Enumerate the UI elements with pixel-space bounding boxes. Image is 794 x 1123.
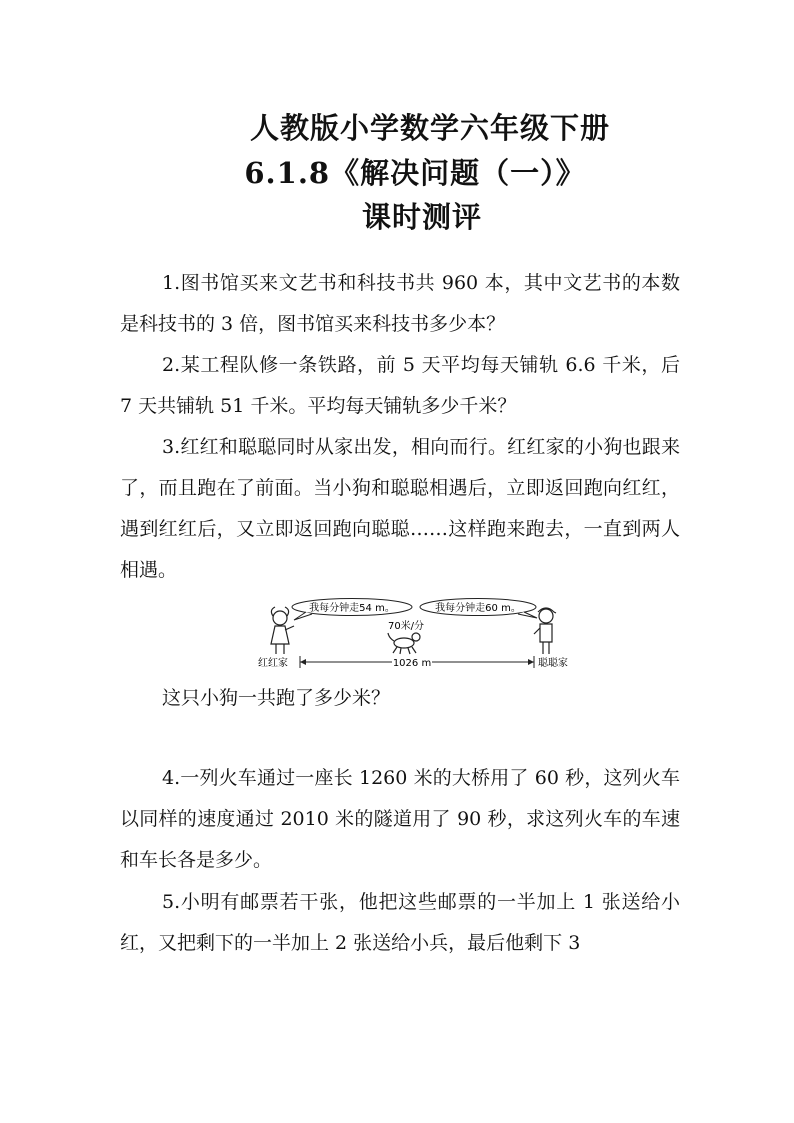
right-home-label: 聪聪家	[538, 658, 568, 669]
dog-figure	[388, 633, 420, 654]
question-3: 3.红红和聪聪同时从家出发，相向而行。红红家的小狗也跟来了，而且跑在了前面。当小狗和聪聪相遇后，立即返回跑向红红，遇到红红后，又立即返回跑向聪聪……这样跑来跑去，一直到两人相遇。	[120, 436, 680, 581]
meeting-illustration	[254, 598, 614, 676]
question-1: 1.图书馆买来文艺书和科技书共 960 本，其中文艺书的本数是科技书的 3 倍，图书馆买来科技书多少本？	[120, 272, 680, 335]
question-4: 4.一列火车通过一座长 1260 米的大桥用了 60 秒，这列火车以同样的速度通过 2010 米的隧道用了 90 秒，求这列火车的车速和车长各是多少。	[120, 767, 680, 871]
right-bubble-text: 我每分钟走60 m。	[435, 603, 521, 614]
question-5: 5.小明有邮票若干张，他把这些邮票的一半加上 1 张送给小红，又把剩下的一半加上 2 张送给小兵，最后他剩下 3	[120, 891, 680, 954]
dog-speed-label: 70米/分	[387, 621, 425, 632]
girl-figure	[271, 607, 294, 654]
distance-label: 1026 m	[392, 658, 432, 669]
boy-figure	[534, 608, 556, 654]
left-home-label: 红红家	[258, 658, 288, 669]
lesson-title: 6.1.8《解决问题（一）》	[244, 156, 586, 190]
question-2: 2.某工程队修一条铁路，前 5 天平均每天铺轨 6.6 千米，后 7 天共铺轨 51 千米。平均每天铺轨多少千米？	[120, 354, 680, 417]
question-3-prompt: 这只小狗一共跑了多少米？	[162, 687, 391, 709]
document-title: 人教版小学数学六年级下册	[249, 111, 610, 145]
section-title: 课时测评	[361, 200, 482, 234]
left-bubble-text: 我每分钟走54 m。	[309, 603, 395, 614]
